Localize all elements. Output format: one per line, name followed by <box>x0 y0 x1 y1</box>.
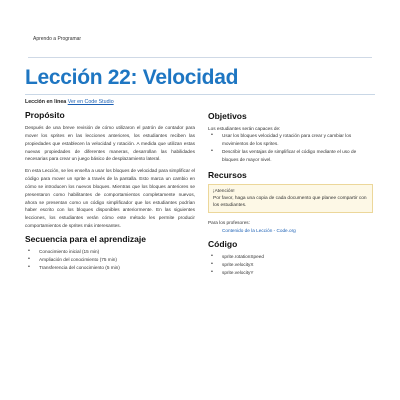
proposito-heading: Propósito <box>25 110 65 120</box>
list-item <box>25 248 195 256</box>
bullet-icon: • <box>211 132 213 139</box>
right-column <box>208 111 373 277</box>
page-title: Lección 22: Velocidad <box>25 66 239 89</box>
secuencia-item: Conocimiento inicial (15 min) <box>39 248 100 254</box>
proposito-paragraph-2: En esta Lección, se les enseña a usar los bloques de velocidad para simplificar el código para mover un sprite a través de la pantalla. Esto marca un cambio en cómo se introducen los nuevos bloques. Mientras que los bloques anteriores se presentaron como habilitantes de comportamientos completamente nuevos, ahora se presentan como un código simplificador que los estudiantes podrían haber escrito con los bloques disponibles anteriormente. En las siguientes lecciones, los estudiantes verán cómo este método les permite producir comportamientos de sprites más interesantes. <box>25 168 195 229</box>
codigo-list <box>208 253 373 277</box>
bullet-icon: • <box>211 268 213 275</box>
bullet-icon: • <box>28 263 30 270</box>
list-item <box>208 132 373 148</box>
objetivos-intro: Los estudiantes serán capaces de: <box>208 126 281 131</box>
bullet-icon: • <box>211 261 213 268</box>
header-divider <box>28 57 372 58</box>
attention-notice <box>208 184 373 214</box>
course-header: Aprendo a Programar <box>33 36 82 42</box>
list-item <box>208 253 373 261</box>
list-item <box>25 264 195 272</box>
secuencia-list <box>25 248 195 272</box>
left-column <box>25 98 195 272</box>
objetivo-item: Describir las ventajas de simplificar el código mediante el uso de bloques de mayor nivel. <box>222 149 357 162</box>
notice-body: Por favor, haga una copia de cada documento que planee compartir con los estudiantes. <box>213 195 367 209</box>
objetivo-item: Usar los bloques velocidad y rotación para crear y cambiar los movimientos de los sprites. <box>222 133 352 147</box>
list-item <box>208 148 373 164</box>
title-divider <box>25 94 375 95</box>
online-lesson-label: Lección en línea <box>25 99 67 105</box>
bullet-icon: • <box>211 253 213 260</box>
list-item <box>25 256 195 264</box>
objetivos-list <box>208 132 373 163</box>
codigo-item: sprite.rotationSpeed <box>222 254 264 260</box>
secuencia-heading: Secuencia para el aprendizaje <box>25 233 146 244</box>
secuencia-item: Ampliación del conocimiento (75 min) <box>39 256 117 262</box>
list-item <box>208 261 373 269</box>
secuencia-item: Transferencia del conocimiento (5 min) <box>39 264 120 270</box>
recursos-heading: Recursos <box>208 169 247 180</box>
bullet-icon: • <box>211 148 213 155</box>
online-lesson-line <box>25 98 195 106</box>
profesores-label: Para los profesores: <box>208 220 250 226</box>
list-item <box>208 269 373 277</box>
notice-title: ¡Atención! <box>213 188 235 194</box>
codigo-item: sprite.velocityY <box>222 269 254 275</box>
proposito-paragraph-1: Después de una breve revisión de cómo utilizaron el patrón de contador para mover los sprites en las lecciones anteriores, los estudiantes reciben las propiedades que establecen la velocidad y rotación. A medida que utilizan estas nuevas propiedades de diferentes maneras, desarrollan las habilidades necesarias para crear un juego básico de desplazamiento lateral. <box>25 125 195 162</box>
bullet-icon: • <box>28 247 30 254</box>
objetivos-heading: Objetivos <box>208 111 247 121</box>
code-studio-link[interactable]: Ver en Code Studio <box>67 99 114 105</box>
codigo-heading: Código <box>208 239 238 250</box>
bullet-icon: • <box>28 255 30 262</box>
codigo-item: sprite.velocityX <box>222 262 254 268</box>
lesson-content-link[interactable]: Contenido de la Lección - Code.org <box>222 227 296 233</box>
